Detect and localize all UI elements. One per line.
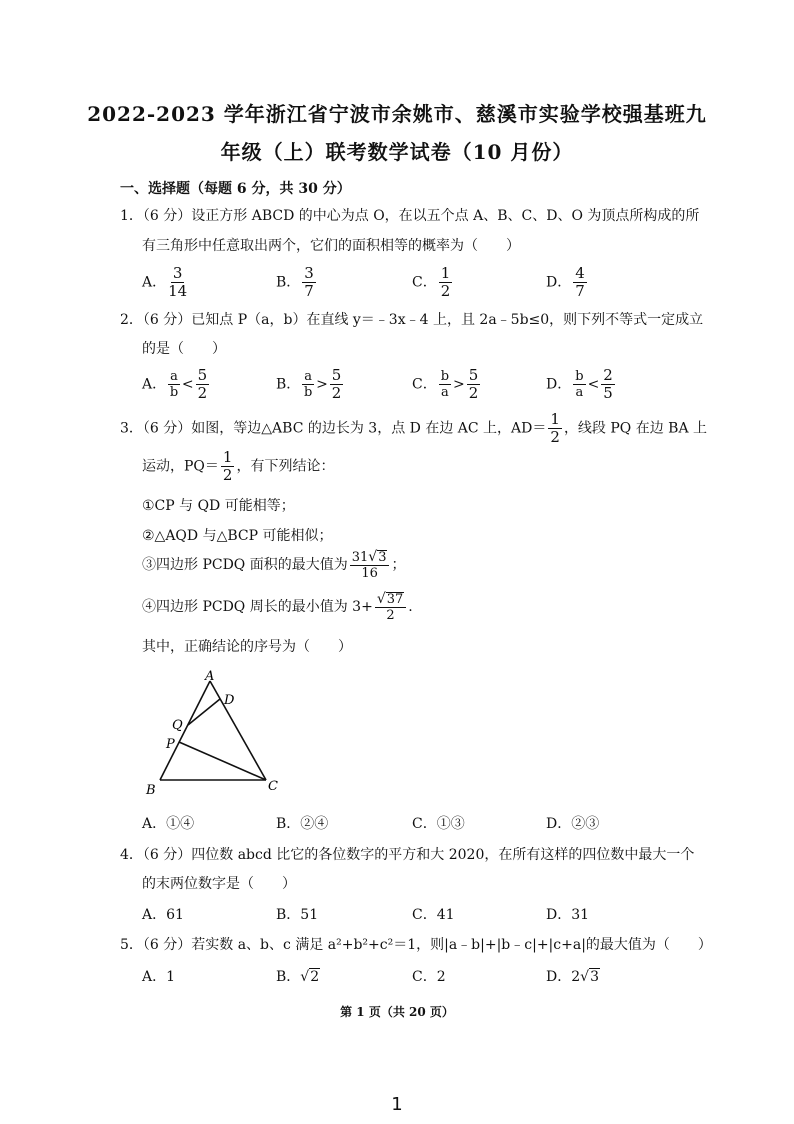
q3-option-b: B．②④ <box>276 816 329 832</box>
label-c: C <box>268 779 278 794</box>
side-ab <box>160 681 210 780</box>
title-line-1: 2022-2023 学年浙江省宁波市余姚市、慈溪市实验学校强基班九 <box>87 102 707 126</box>
label-b: B <box>146 783 156 798</box>
q1-option-b: B． $\frac{3}{7}$ <box>276 264 314 300</box>
q2-line-2: 的是（ ） <box>142 341 226 357</box>
q3-question-prompt: 其中，正确结论的序号为（ ） <box>142 639 352 655</box>
q2-line-1: 2．（6 分）已知点 P（a，b）在直线 y＝﹣3x﹣4 上，且 2a﹣5b≤0，则下列不等式一定成立 <box>120 312 704 328</box>
title-line-2: 年级（上）联考数学试卷（10 月份） <box>220 140 574 164</box>
q3-line-2: 运动，PQ＝ $\frac{1}{2}$ ，有下列结论： <box>142 448 335 484</box>
segment-pc <box>179 742 266 780</box>
segment-qd <box>188 699 220 725</box>
q4-option-a: A．61 <box>142 907 184 923</box>
q5-option-d: D．2√3 <box>546 969 599 985</box>
q3-line-1: 3．（6 分）如图，等边△ABC 的边长为 3，点 D 在边 AC 上，AD＝ $\frac{1}{2}$ ，线段 PQ 在边 BA 上 <box>120 410 708 446</box>
q5-line-1: 5．（6 分）若实数 a、b、c 满足 a²+b²+c²＝1，则|a﹣b|+|b﹣c|+|c+a|的最大值为（ ） <box>120 937 712 953</box>
q4-line-1: 4．（6 分）四位数 abcd 比它的各位数字的平方和大 2020，在所有这样的四位数中最大一个 <box>120 847 695 863</box>
label-d: D <box>224 693 235 708</box>
q3-triangle-figure <box>140 668 300 800</box>
q2-option-b: B． $\frac{a}{b}$ > $\frac{5}{2}$ <box>276 366 342 402</box>
label-p: P <box>166 737 175 752</box>
q4-line-2: 的末两位数字是（ ） <box>142 876 296 892</box>
q3-option-a: A．①④ <box>142 816 195 832</box>
q3-option-d: D．②③ <box>546 816 600 832</box>
q3-conclusion-2: ②△AQD 与△BCP 可能相似； <box>142 528 333 544</box>
section-heading: 一、选择题（每题 6 分，共 30 分） <box>120 181 351 197</box>
q2-option-a: A． $\frac{a}{b}$ < $\frac{5}{2}$ <box>142 366 208 402</box>
q2-option-d: D． $\frac{b}{a}$ < $\frac{2}{5}$ <box>546 366 613 402</box>
q3-conclusion-4: ④四边形 PCDQ 周长的最小值为 3+ $\frac{√37}{2}$ . <box>142 591 413 623</box>
q5-option-b: B．√2 <box>276 969 320 985</box>
q1-line-2: 有三角形中任意取出两个，它们的面积相等的概率为（ ） <box>142 238 520 254</box>
q1-option-d: D． $\frac{4}{7}$ <box>546 264 585 300</box>
q5-option-c: C．2 <box>412 969 446 985</box>
q1-line-1: 1．（6 分）设正方形 ABCD 的中心为点 O，在以五个点 A、B、C、D、O 为顶点所构成的所 <box>120 208 700 224</box>
q3-conclusion-3: ③四边形 PCDQ 面积的最大值为 $\frac{31√3}{16}$ ； <box>142 549 406 581</box>
q4-option-b: B．51 <box>276 907 319 923</box>
page-number: 1 <box>391 1094 403 1115</box>
label-a: A <box>205 669 215 684</box>
q1-option-a: A． $\frac{3}{14}$ <box>142 264 188 300</box>
q5-option-a: A．1 <box>142 969 176 985</box>
q3-option-c: C．①③ <box>412 816 465 832</box>
q4-option-c: C．41 <box>412 907 455 923</box>
side-ac <box>210 681 266 780</box>
q3-conclusion-1: ①CP 与 QD 可能相等； <box>142 498 295 514</box>
label-q: Q <box>172 718 183 733</box>
q1-option-c: C． $\frac{1}{2}$ <box>412 264 451 300</box>
q2-option-c: C． $\frac{b}{a}$ > $\frac{5}{2}$ <box>412 366 479 402</box>
page-footer: 第 1 页（共 20 页） <box>340 1005 454 1019</box>
q4-option-d: D．31 <box>546 907 590 923</box>
